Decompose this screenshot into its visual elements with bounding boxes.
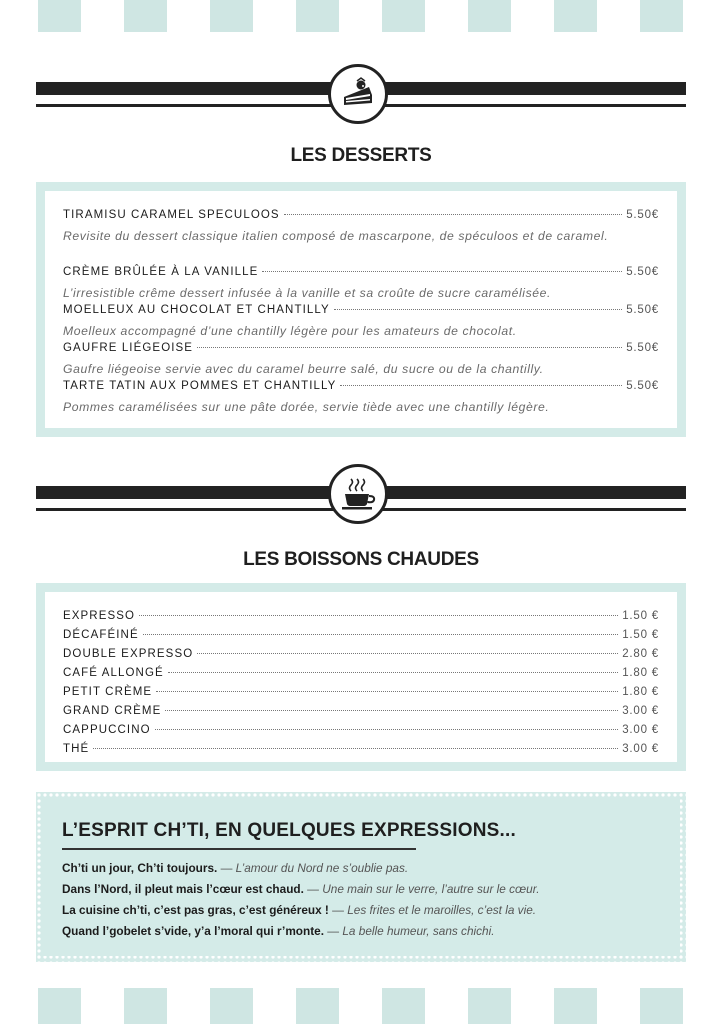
item-description: Revisite du dessert classique italien composé de mascarpone, de spéculoos et de caramel. (63, 229, 609, 243)
desserts-title: LES DESSERTS (290, 145, 432, 166)
expression-meaning: L’amour du Nord ne s’oublie pas. (235, 861, 409, 875)
leader-dots (143, 634, 619, 635)
top-stripe-border (0, 0, 722, 32)
leader-dots (155, 729, 619, 730)
item-name: PETIT CRÈME (63, 686, 153, 698)
item-price: 3.00 € (622, 705, 659, 717)
item-name: CAPPUCCINO (63, 724, 151, 736)
menu-item (63, 724, 659, 743)
menu-item (63, 629, 659, 648)
coffee-cup-icon (328, 464, 388, 524)
boissons-menu (36, 583, 686, 771)
bottom-stripe-border (0, 988, 722, 1024)
item-price: 1.50 € (622, 610, 659, 622)
leader-dots (334, 309, 622, 310)
separator: — (332, 903, 344, 917)
expression-quote: Quand l’gobelet s’vide, y’a l’moral qui r’monte. (62, 924, 324, 938)
leader-dots (165, 710, 618, 711)
item-price: 5.50€ (626, 304, 659, 316)
item-price: 5.50€ (626, 266, 659, 278)
cake-slice-icon (328, 64, 388, 124)
item-name: DÉCAFÉINÉ (63, 629, 139, 641)
expression-line (62, 924, 495, 938)
item-description: L’irresistible crême dessert infusée à la vanille et sa croûte de sucre caramélisée. (63, 286, 551, 300)
menu-item (63, 380, 659, 399)
leader-dots (156, 691, 618, 692)
item-price: 1.80 € (622, 686, 659, 698)
expression-meaning: Une main sur le verre, l’autre sur le cœur. (322, 882, 540, 896)
item-price: 2.80 € (622, 648, 659, 660)
item-price: 1.50 € (622, 629, 659, 641)
menu-item (63, 266, 659, 285)
expressions-panel (36, 792, 686, 962)
leader-dots (284, 214, 623, 215)
leader-dots (93, 748, 618, 749)
expression-line (62, 882, 539, 896)
item-price: 1.80 € (622, 667, 659, 679)
menu-item (63, 304, 659, 323)
menu-item (63, 209, 659, 228)
item-name: THÉ (63, 743, 90, 755)
expression-quote: Dans l’Nord, il pleut mais l’cœur est chaud. (62, 882, 304, 896)
expression-meaning: La belle humeur, sans chichi. (342, 924, 495, 938)
desserts-menu (36, 182, 686, 437)
item-name: DOUBLE EXPRESSO (63, 648, 194, 660)
leader-dots (139, 615, 618, 616)
boissons-divider (36, 464, 686, 524)
leader-dots (340, 385, 622, 386)
item-name: MOELLEUX AU CHOCOLAT ET CHANTILLY (63, 304, 330, 316)
item-name: GRAND CRÈME (63, 705, 162, 717)
item-price: 5.50€ (626, 342, 659, 354)
item-price: 3.00 € (622, 743, 659, 755)
separator: — (220, 861, 233, 875)
leader-dots (197, 347, 622, 348)
leader-dots (168, 672, 618, 673)
item-name: TIRAMISU CARAMEL SPECULOOS (63, 209, 280, 221)
menu-item (63, 705, 659, 724)
menu-item (63, 686, 659, 705)
title-underline (62, 848, 416, 850)
item-price: 3.00 € (622, 724, 659, 736)
expression-line (62, 903, 536, 917)
separator: — (307, 882, 319, 896)
item-name: TARTE TATIN AUX POMMES ET CHANTILLY (63, 380, 337, 392)
menu-item (63, 667, 659, 686)
item-price: 5.50€ (626, 380, 659, 392)
item-name: GAUFRE LIÉGEOISE (63, 342, 194, 354)
expressions-title: L’ESPRIT CH’TI, EN QUELQUES EXPRESSIONS... (62, 820, 516, 841)
leader-dots (262, 271, 622, 272)
item-price: 5.50€ (626, 209, 659, 221)
separator: — (327, 924, 340, 938)
menu-item (63, 648, 659, 667)
desserts-divider (36, 64, 686, 124)
leader-dots (197, 653, 618, 654)
item-name: EXPRESSO (63, 610, 136, 622)
expression-quote: Ch’ti un jour, Ch’ti toujours. (62, 861, 218, 875)
menu-item (63, 610, 659, 629)
expression-line (62, 861, 408, 875)
menu-item (63, 342, 659, 361)
item-description: Gaufre liégeoise servie avec du caramel beurre salé, du sucre ou de la chantilly. (63, 362, 544, 376)
item-description: Pommes caramélisées sur une pâte dorée, servie tiède avec une chantilly légère. (63, 400, 550, 414)
expression-meaning: Les frites et le maroilles, c’est la vie. (347, 903, 537, 917)
item-description: Moelleux accompagné d’une chantilly légère pour les amateurs de chocolat. (63, 324, 517, 338)
expression-quote: La cuisine ch’ti, c’est pas gras, c’est généreux ! (62, 903, 329, 917)
item-name: CAFÉ ALLONGÉ (63, 667, 164, 679)
item-name: CRÈME BRÛLÉE À LA VANILLE (63, 266, 259, 278)
menu-item (63, 743, 659, 762)
boissons-title: LES BOISSONS CHAUDES (243, 549, 479, 570)
